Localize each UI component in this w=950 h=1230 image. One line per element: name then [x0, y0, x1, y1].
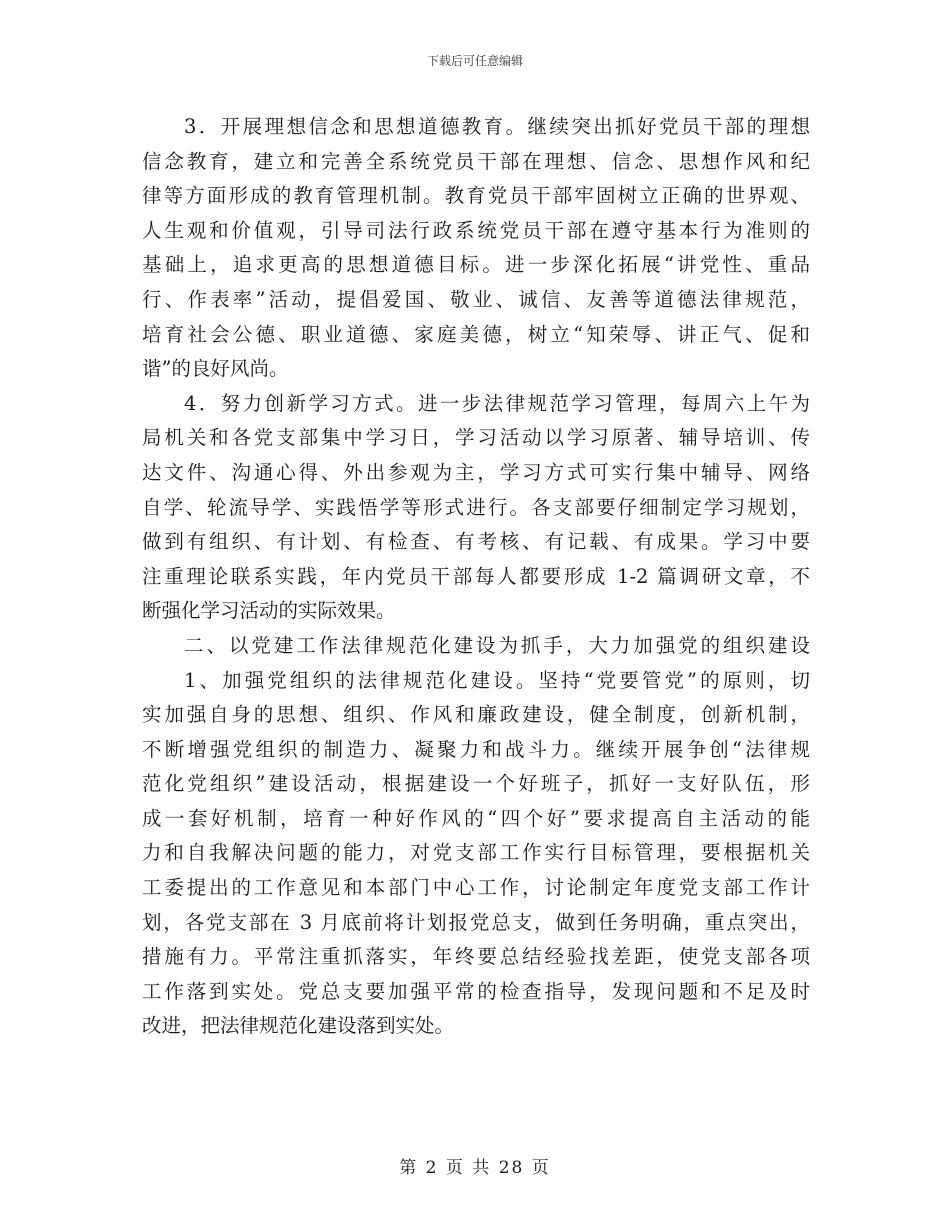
paragraph-line: 谐”的良好风尚。 [142, 357, 289, 381]
paragraph-line: 力和自我解决问题的能力，对党支部工作实行目标管理，要根据机关 [142, 841, 810, 865]
paragraph-line: 行、作表率”活动，提倡爱国、敬业、诚信、友善等道德法律规范， [142, 287, 810, 311]
paragraph-line: 人生观和价值观，引导司法行政系统党员干部在遵守基本行为准则的 [142, 218, 810, 242]
paragraph-line: 基础上，追求更高的思想道德目标。进一步深化拓展“讲党性、重品 [142, 253, 810, 277]
paragraph-line: 注重理论联系实践，年内党员干部每人都要形成 1-2 篇调研文章，不 [142, 564, 810, 588]
paragraph-line: 措施有力。平常注重抓落实，年终要总结经验找差距，使党支部各项 [142, 945, 810, 969]
paragraph-line: 改进，把法律规范化建设落到实处。 [142, 1014, 455, 1038]
paragraph-line: 3．开展理想信念和思想道德教育。继续突出抓好党员干部的理想 [184, 115, 810, 138]
paragraph-line: 达文件、沟通心得、外出参观为主，学习方式可实行集中辅导、网络 [142, 460, 810, 484]
paragraph-line: 成一套好机制，培育一种好作风的“四个好”要求提高自主活动的能 [142, 806, 810, 830]
paragraph-line: 不断增强党组织的制造力、凝聚力和战斗力。继续开展争创“法律规 [142, 737, 810, 761]
paragraph-line: 自学、轮流导学、实践悟学等形式进行。各支部要仔细制定学习规划， [142, 495, 810, 519]
paragraph-line: 范化党组织”建设活动，根据建设一个好班子，抓好一支好队伍，形 [142, 772, 810, 796]
paragraph-line: 局机关和各党支部集中学习日，学习活动以学习原著、辅导培训、传 [142, 426, 810, 450]
paragraph-line: 1、加强党组织的法律规范化建设。坚持“党要管党”的原则，切 [184, 668, 810, 692]
paragraph-line: 工委提出的工作意见和本部门中心工作，讨论制定年度党支部工作计 [142, 876, 810, 900]
paragraph-line: 实加强自身的思想、组织、作风和廉政建设，健全制度，创新机制， [142, 703, 810, 727]
page-number: 第 2 页 共 28 页 [399, 1158, 551, 1178]
paragraph-line: 断强化学习活动的实际效果。 [142, 599, 396, 623]
paragraph-line: 4．努力创新学习方式。进一步法律规范学习管理，每周六上午为 [184, 391, 810, 415]
section-heading: 二、以党建工作法律规范化建设为抓手，大力加强党的组织建设 [184, 633, 810, 657]
paragraph-line: 划，各党支部在 3 月底前将计划报党总支，做到任务明确，重点突出， [142, 910, 810, 934]
paragraph-line: 律等方面形成的教育管理机制。教育党员干部牢固树立正确的世界观、 [142, 184, 810, 208]
paragraph-line: 做到有组织、有计划、有检查、有考核、有记载、有成果。学习中要 [142, 530, 810, 554]
page-header: 下载后可任意编辑 [426, 54, 523, 68]
paragraph-line: 信念教育，建立和完善全系统党员干部在理想、信念、思想作风和纪 [142, 149, 810, 173]
paragraph-line: 工作落到实处。党总支要加强平常的检查指导，发现问题和不足及时 [142, 979, 810, 1003]
paragraph-line: 培育社会公德、职业道德、家庭美德，树立“知荣辱、讲正气、促和 [142, 322, 810, 346]
document-body [142, 110, 810, 1044]
